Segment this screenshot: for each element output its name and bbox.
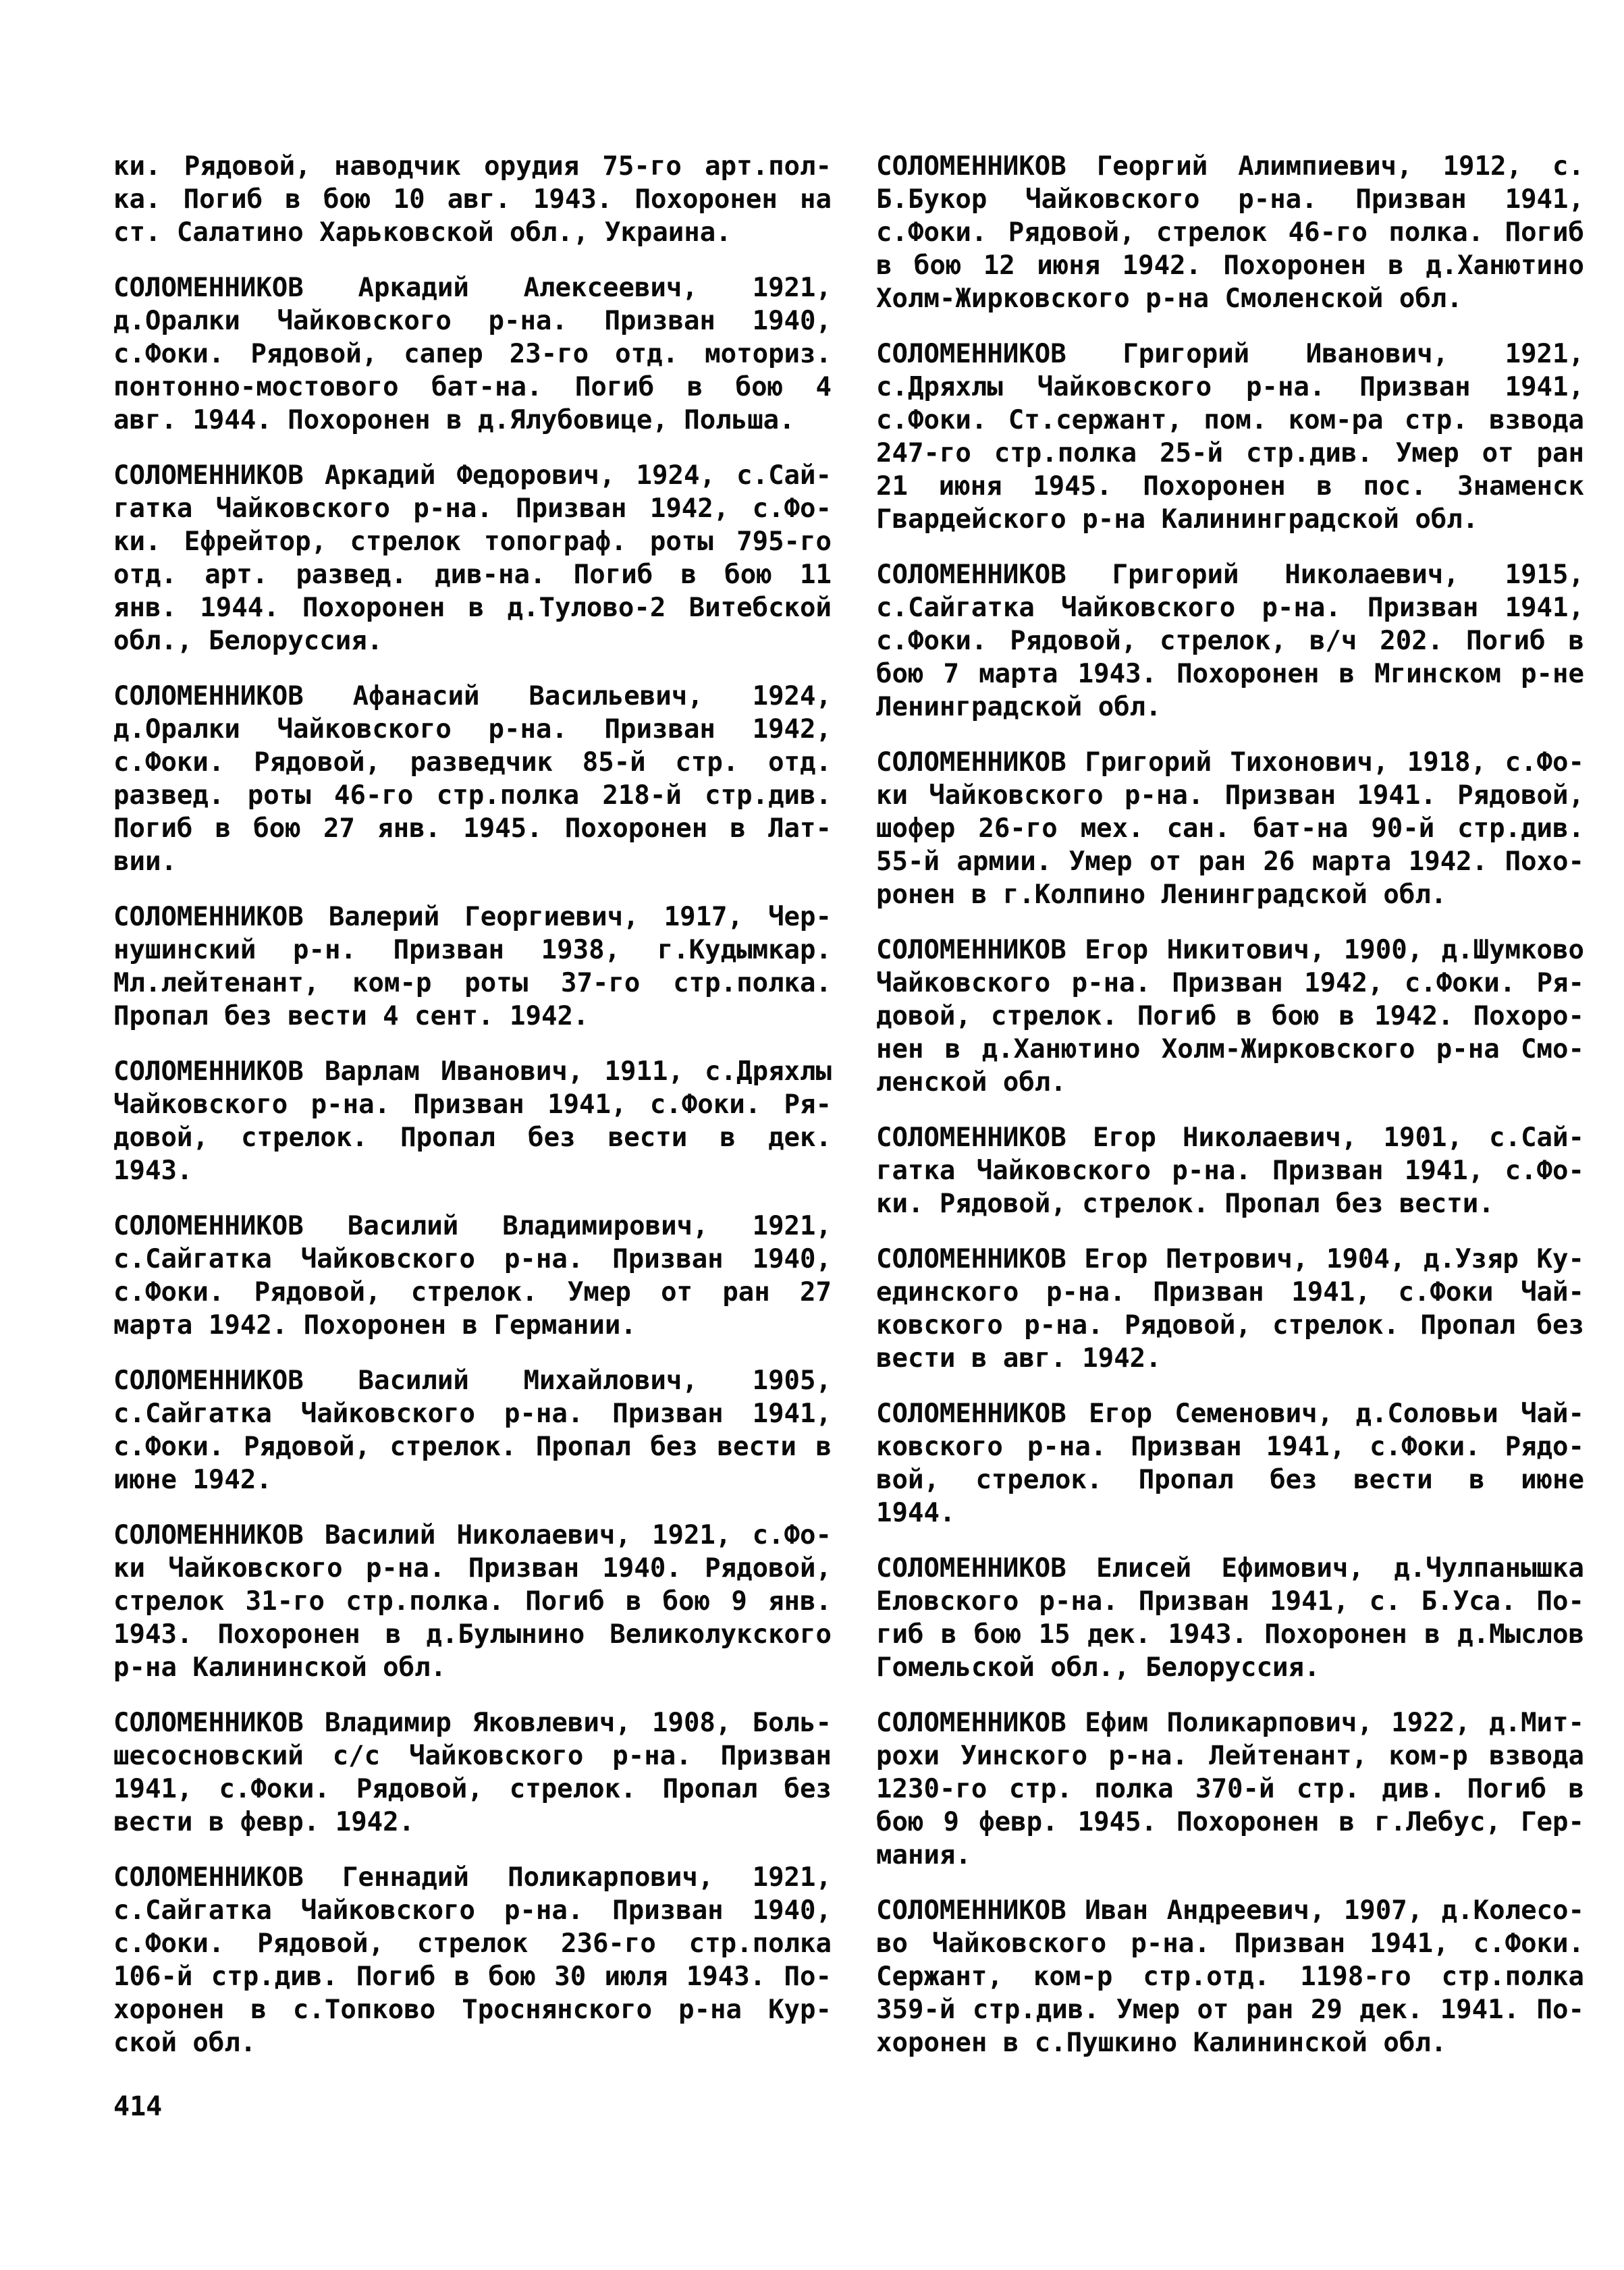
entry-line: бою 7 марта 1943. Похоронен в Мгинском р-не — [876, 659, 1584, 689]
entry-line: отд. арт. развед. див-на. Погиб в бою 11 — [113, 560, 832, 590]
entry — [113, 900, 832, 1033]
entry — [876, 746, 1584, 911]
entry — [876, 337, 1584, 536]
entry-line: с.Фоки. Рядовой, стрелок 236-го стр.полка — [113, 1928, 832, 1959]
entry-line: СОЛОМЕННИКОВ Аркадий Алексеевич, 1921, — [113, 273, 832, 303]
entry-line: СОЛОМЕННИКОВ Варлам Иванович, 1911, с.Дряхлы — [113, 1056, 832, 1087]
entry-line: с.Сайгатка Чайковского р-на. Призван 1940, — [113, 1895, 832, 1926]
entry-line: Мл.лейтенант, ком-р роты 37-го стр.полка. — [113, 968, 832, 998]
entry-line: единского р-на. Призван 1941, с.Фоки Чай- — [876, 1277, 1584, 1307]
entry-line: ки. Ефрейтор, стрелок топограф. роты 795-го — [113, 526, 832, 557]
entry-line: СОЛОМЕННИКОВ Владимир Яковлевич, 1908, Боль- — [113, 1708, 832, 1738]
entry-line: СОЛОМЕННИКОВ Георгий Алимпиевич, 1912, с. — [876, 151, 1584, 182]
entry-line: довой, стрелок. Погиб в бою в 1942. Похоро- — [876, 1001, 1584, 1031]
entry-line: марта 1942. Похоронен в Германии. — [113, 1310, 637, 1341]
entry-line: с.Фоки. Рядовой, стрелок 46-го полка. Погиб — [876, 217, 1584, 248]
entry-line: 1943. Похоронен в д.Булынино Великолукского — [113, 1619, 832, 1650]
entry — [876, 934, 1584, 1099]
entry-line: с.Фоки. Рядовой, разведчик 85-й стр. отд. — [113, 747, 832, 778]
entry-line: с.Фоки. Рядовой, стрелок. Пропал без вести в — [113, 1432, 832, 1462]
entry-line: 1944. — [876, 1498, 956, 1528]
entry-line: Гвардейского р-на Калининградской обл. — [876, 504, 1479, 535]
right-column — [876, 150, 1584, 2059]
entry — [876, 1706, 1584, 1872]
left-column — [113, 150, 832, 2059]
entry — [113, 1861, 832, 2059]
entry-line: СОЛОМЕННИКОВ Егор Семенович, д.Соловьи Чай- — [876, 1399, 1584, 1429]
entry-line: с.Фоки. Рядовой, сапер 23-го отд. моториз. — [113, 339, 832, 369]
entry-line: вести в февр. 1942. — [113, 1807, 415, 1837]
entry — [113, 459, 832, 657]
entry-line: СОЛОМЕННИКОВ Валерий Георгиевич, 1917, Чер- — [113, 902, 832, 932]
entry — [113, 1210, 832, 1342]
entry — [876, 1121, 1584, 1220]
entry-line: гиб в бою 15 дек. 1943. Похоронен в д.Мыслов — [876, 1619, 1584, 1650]
entry-line: вести в авг. 1942. — [876, 1343, 1162, 1374]
page-number: 414 — [113, 2091, 163, 2122]
entry — [113, 1055, 832, 1187]
entry-line: с.Сайгатка Чайковского р-на. Призван 1941, — [876, 593, 1584, 623]
entry-line: 359-й стр.див. Умер от ран 29 дек. 1941. По- — [876, 1995, 1584, 2025]
entry-line: ки. Рядовой, наводчик орудия 75-го арт.пол- — [113, 151, 832, 182]
entry-line: СОЛОМЕННИКОВ Егор Никитович, 1900, д.Шумково — [876, 935, 1584, 965]
entry-line: с.Фоки. Ст.сержант, пом. ком-ра стр. взвода — [876, 405, 1584, 435]
entry — [876, 1894, 1584, 2059]
entry-line: Холм-Жирковского р-на Смоленской обл. — [876, 283, 1463, 314]
entry-line: СОЛОМЕННИКОВ Василий Владимирович, 1921, — [113, 1211, 832, 1241]
entry-line: с.Фоки. Рядовой, стрелок. Умер от ран 27 — [113, 1277, 832, 1307]
entry-line: ки Чайковского р-на. Призван 1940. Рядовой, — [113, 1553, 832, 1584]
entry-line: понтонно-мостового бат-на. Погиб в бою 4 — [113, 372, 832, 402]
entry-line: Ленинградской обл. — [876, 692, 1162, 722]
entry-line: хоронен в с.Пушкино Калининской обл. — [876, 2028, 1447, 2058]
entry-line: СОЛОМЕННИКОВ Афанасий Васильевич, 1924, — [113, 681, 832, 711]
entry-line: с.Дряхлы Чайковского р-на. Призван 1941, — [876, 372, 1584, 402]
entry-line: ской обл. — [113, 2028, 256, 2058]
entry — [876, 150, 1584, 315]
entry-line: ковского р-на. Рядовой, стрелок. Пропал без — [876, 1310, 1584, 1341]
entry-line: янв. 1944. Похоронен в д.Тулово-2 Витебской — [113, 593, 832, 623]
entry-line: развед. роты 46-го стр.полка 218-й стр.див. — [113, 780, 832, 811]
entry-line: гатка Чайковского р-на. Призван 1941, с.Фо- — [876, 1156, 1584, 1186]
entry-line: Сержант, ком-р стр.отд. 1198-го стр.полка — [876, 1962, 1584, 1992]
entry-line: ки Чайковского р-на. Призван 1941. Рядовой, — [876, 780, 1584, 811]
entry-line: 1943. — [113, 1156, 193, 1186]
entry — [113, 1364, 832, 1496]
entry-line: р-на Калининской обл. — [113, 1652, 447, 1683]
entry-line: хоронен в с.Топково Троснянского р-на Кур- — [113, 1995, 832, 2025]
entry-line: 106-й стр.див. Погиб в бою 30 июля 1943. По- — [113, 1962, 832, 1992]
entry-line: мания. — [876, 1840, 971, 1870]
entry — [113, 1519, 832, 1684]
entry-line: вии. — [113, 846, 177, 877]
entry-line: с.Сайгатка Чайковского р-на. Призван 1941, — [113, 1399, 832, 1429]
entry — [113, 1706, 832, 1839]
entry-line: Чайковского р-на. Призван 1942, с.Фоки. Ря- — [876, 968, 1584, 998]
entry-line: стрелок 31-го стр.полка. Погиб в бою 9 янв. — [113, 1586, 832, 1617]
entry — [113, 680, 832, 878]
entry-line: гатка Чайковского р-на. Призван 1942, с.Фо- — [113, 493, 832, 524]
entry-line: СОЛОМЕННИКОВ Григорий Иванович, 1921, — [876, 339, 1584, 369]
entry-line: довой, стрелок. Пропал без вести в дек. — [113, 1123, 832, 1153]
entry-line: СОЛОМЕННИКОВ Василий Николаевич, 1921, с.Фо- — [113, 1520, 832, 1550]
entry-line: вой, стрелок. Пропал без вести в июне — [876, 1465, 1584, 1495]
entry-line: ка. Погиб в бою 10 авг. 1943. Похоронен на — [113, 184, 832, 215]
entry-line: во Чайковского р-на. Призван 1941, с.Фоки. — [876, 1928, 1584, 1959]
entry — [876, 1397, 1584, 1530]
entry-line: ки. Рядовой, стрелок. Пропал без вести. — [876, 1189, 1494, 1219]
entry — [876, 1243, 1584, 1375]
entry — [876, 558, 1584, 724]
entry-line: д.Оралки Чайковского р-на. Призван 1942, — [113, 714, 832, 745]
entry-line: ленской обл. — [876, 1067, 1066, 1098]
entry-line: 1230-го стр. полка 370-й стр. див. Погиб в — [876, 1774, 1584, 1804]
entry-line: СОЛОМЕННИКОВ Григорий Тихонович, 1918, с.Фо- — [876, 747, 1584, 778]
entry-line: июне 1942. — [113, 1465, 272, 1495]
entry-line: Б.Букор Чайковского р-на. Призван 1941, — [876, 184, 1584, 215]
entry-line: СОЛОМЕННИКОВ Василий Михайлович, 1905, — [113, 1366, 832, 1396]
entry-line: ковского р-на. Призван 1941, с.Фоки. Рядо- — [876, 1432, 1584, 1462]
entry-line: 55-й армии. Умер от ран 26 марта 1942. Похо- — [876, 846, 1584, 877]
entry-line: 247-го стр.полка 25-й стр.див. Умер от ран — [876, 438, 1584, 468]
entry-line: ст. Салатино Харьковской обл., Украина. — [113, 217, 732, 248]
entry-line: Еловского р-на. Призван 1941, с. Б.Уса. По- — [876, 1586, 1584, 1617]
entry — [113, 271, 832, 437]
entry-line: шофер 26-го мех. сан. бат-на 90-й стр.див. — [876, 813, 1584, 844]
entry-line: СОЛОМЕННИКОВ Аркадий Федорович, 1924, с.Сай- — [113, 460, 832, 491]
entry-line: с.Фоки. Рядовой, стрелок, в/ч 202. Погиб в — [876, 626, 1584, 656]
entry-line: с.Сайгатка Чайковского р-на. Призван 1940, — [113, 1244, 832, 1274]
entry — [876, 1552, 1584, 1684]
entry-line: в бою 12 июня 1942. Похоронен в д.Ханютино — [876, 250, 1584, 281]
entry-line: Гомельской обл., Белоруссия. — [876, 1652, 1320, 1683]
entry-line: авг. 1944. Похоронен в д.Ялубовице, Польша. — [113, 405, 795, 435]
entry-line: обл., Белоруссия. — [113, 626, 383, 656]
entry-line: Погиб в бою 27 янв. 1945. Похоронен в Лат- — [113, 813, 832, 844]
entry-line: СОЛОМЕННИКОВ Иван Андреевич, 1907, д.Колесо- — [876, 1895, 1584, 1926]
entry-line: 1941, с.Фоки. Рядовой, стрелок. Пропал без — [113, 1774, 832, 1804]
entry-line: СОЛОМЕННИКОВ Ефим Поликарпович, 1922, д.Мит- — [876, 1708, 1584, 1738]
entry-line: СОЛОМЕННИКОВ Геннадий Поликарпович, 1921, — [113, 1862, 832, 1893]
entry — [113, 150, 832, 249]
entry-line: СОЛОМЕННИКОВ Егор Николаевич, 1901, с.Сай- — [876, 1123, 1584, 1153]
entry-line: 21 июня 1945. Похоронен в пос. Знаменск — [876, 471, 1584, 502]
entry-line: Чайковского р-на. Призван 1941, с.Фоки. Ря- — [113, 1089, 832, 1120]
entry-line: ронен в г.Колпино Ленинградской обл. — [876, 880, 1447, 910]
entry-line: нен в д.Ханютино Холм-Жирковского р-на Смо- — [876, 1034, 1584, 1064]
entry-line: СОЛОМЕННИКОВ Григорий Николаевич, 1915, — [876, 560, 1584, 590]
entry-line: СОЛОМЕННИКОВ Елисей Ефимович, д.Чулпанышка — [876, 1553, 1584, 1584]
entry-line: шесосновский с/с Чайковского р-на. Призван — [113, 1741, 832, 1771]
entry-line: рохи Уинского р-на. Лейтенант, ком-р взвода — [876, 1741, 1584, 1771]
entry-line: Пропал без вести 4 сент. 1942. — [113, 1001, 589, 1031]
entry-line: нушинский р-н. Призван 1938, г.Кудымкар. — [113, 935, 832, 965]
entry-line: СОЛОМЕННИКОВ Егор Петрович, 1904, д.Узяр Ку- — [876, 1244, 1584, 1274]
entry-line: бою 9 февр. 1945. Похоронен в г.Лебус, Гер- — [876, 1807, 1584, 1837]
entry-line: д.Оралки Чайковского р-на. Призван 1940, — [113, 306, 832, 336]
